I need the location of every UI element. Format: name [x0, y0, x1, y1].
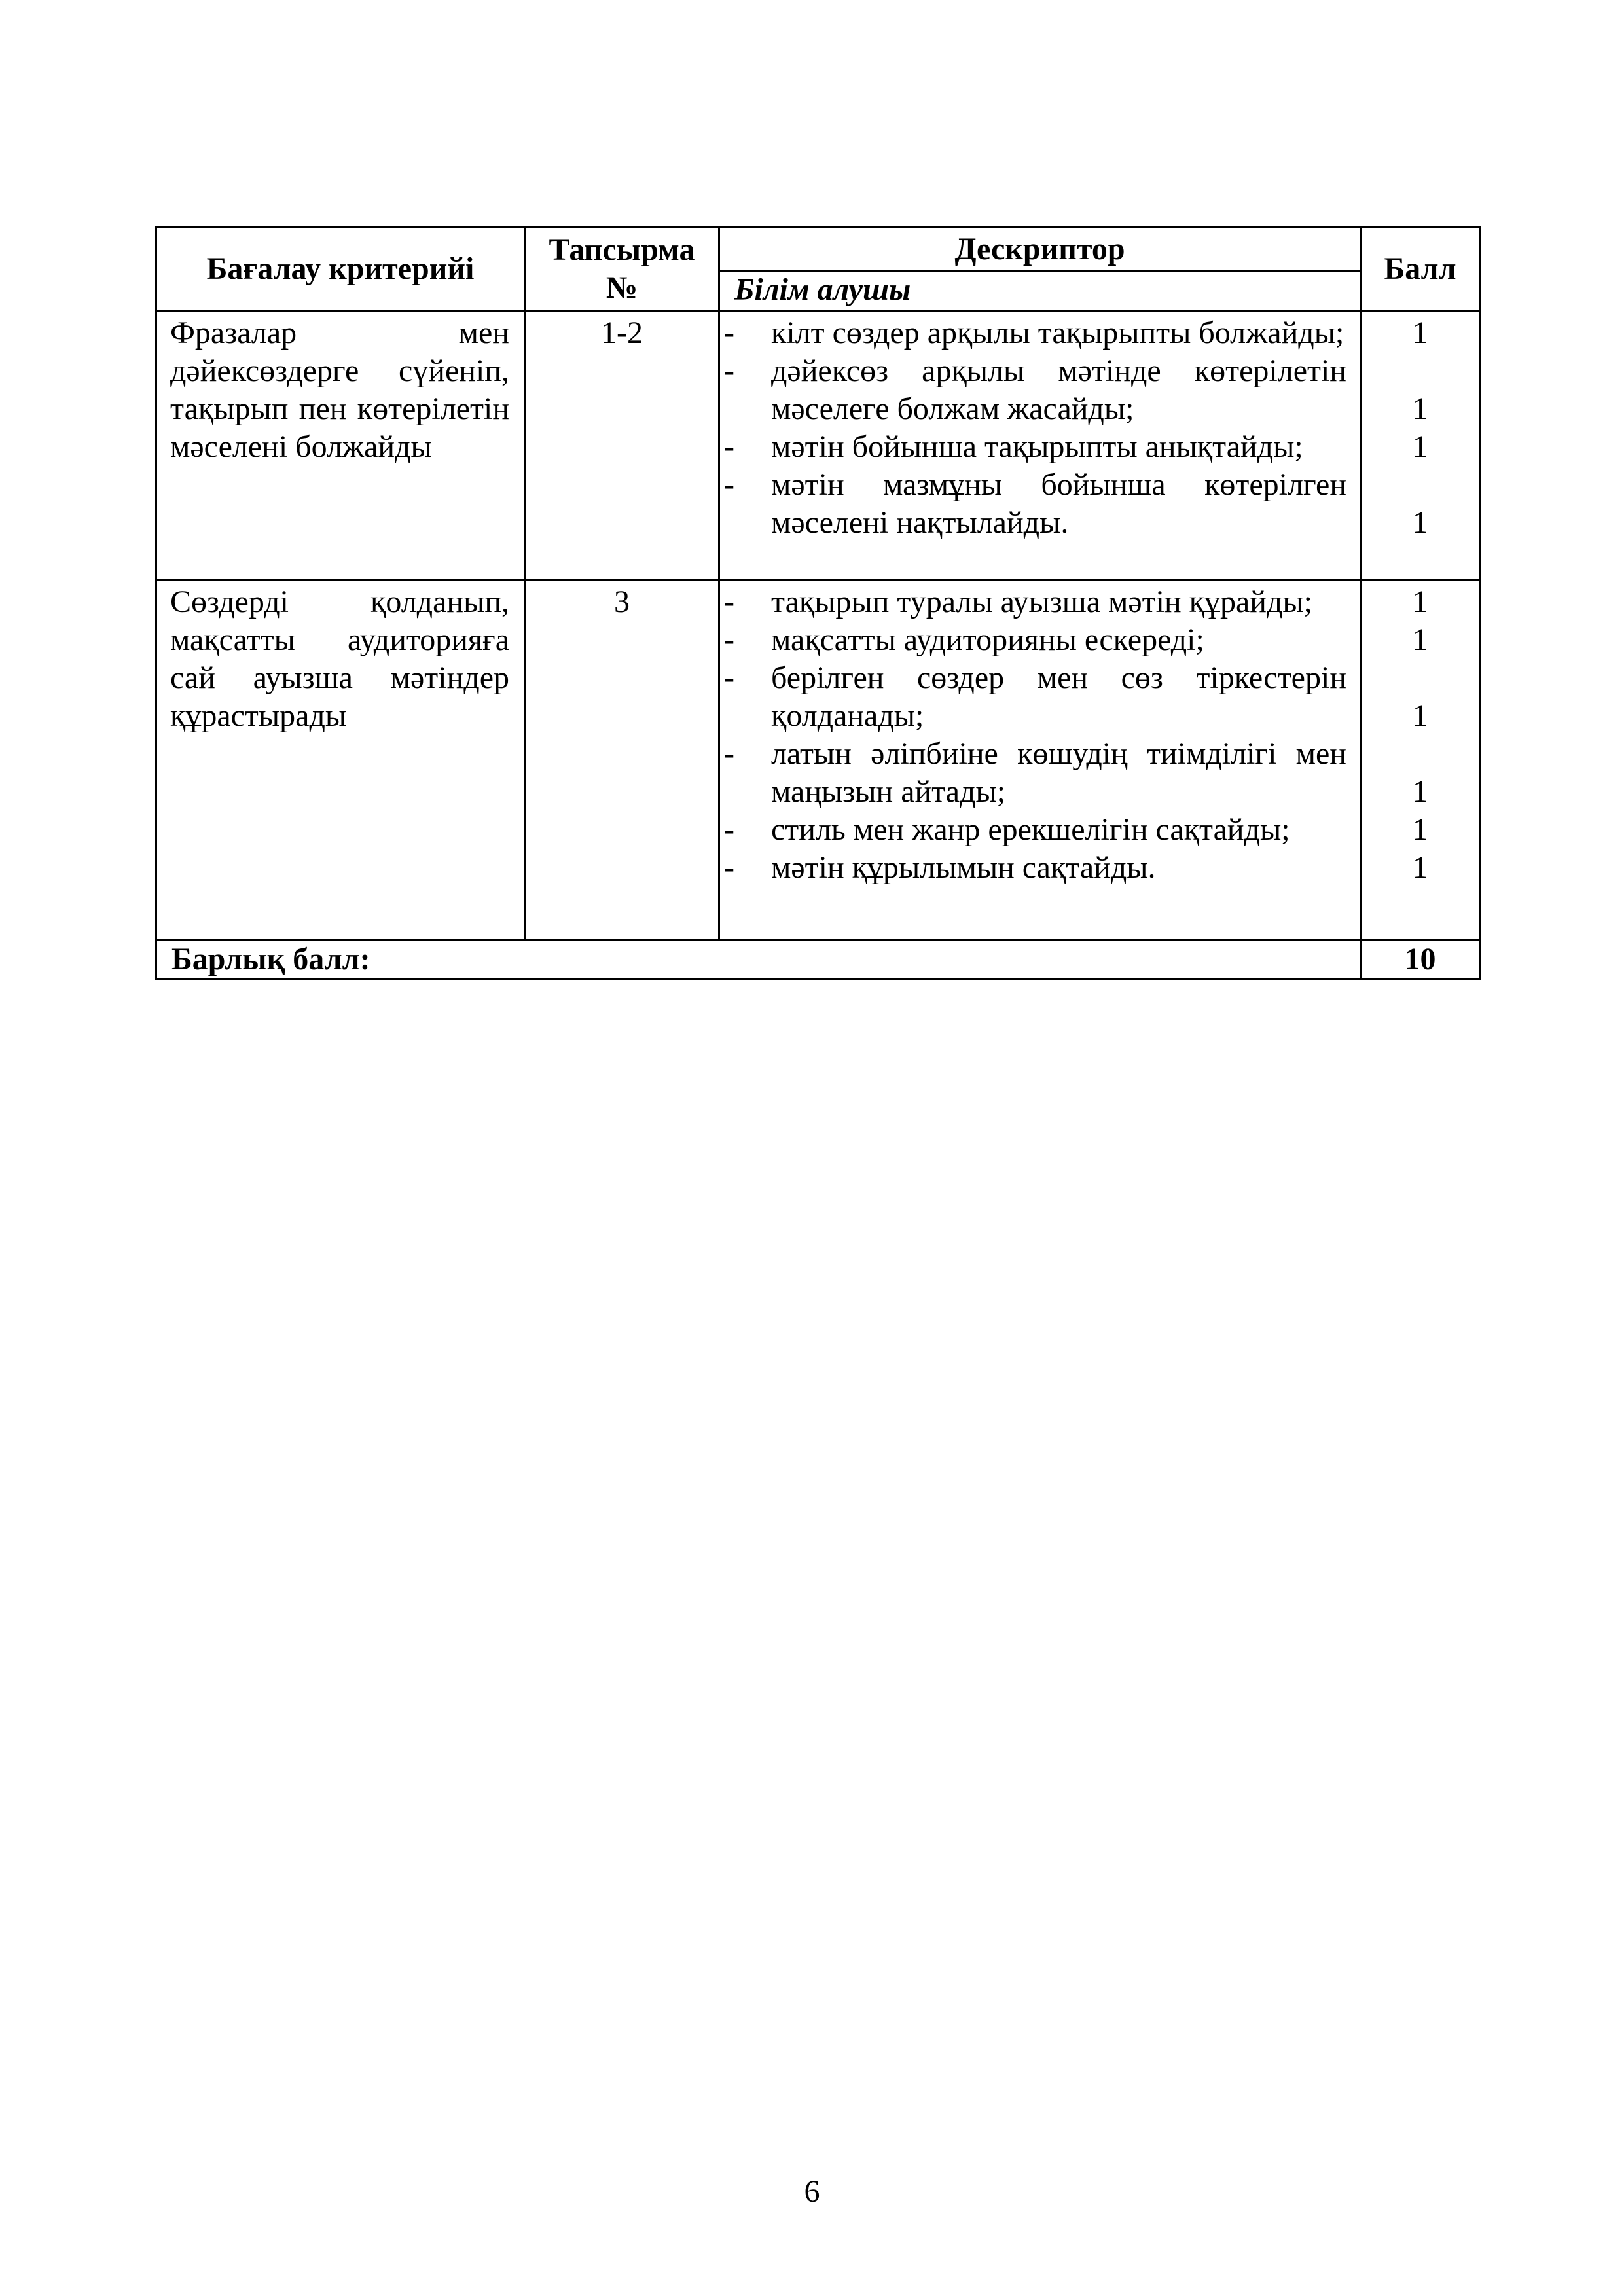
descriptor-item — [724, 352, 1346, 428]
total-label: Барлық балл: — [156, 941, 1361, 979]
header-descriptor-sub: Білім алушы — [719, 271, 1361, 310]
descriptor-item — [724, 659, 1346, 735]
descriptor-text: стиль мен жанр ерекшелігін сақтайды; — [771, 812, 1290, 847]
descriptor-dash: - — [724, 622, 734, 657]
descriptor-item — [724, 428, 1346, 466]
criteria-cell: Сөздерді қолданып, мақсатты аудиторияға сай ауызша мәтіндер құрастырады — [156, 580, 525, 941]
score-value: 1 — [1412, 584, 1428, 619]
score-spacer — [1362, 352, 1479, 390]
descriptor-item — [724, 811, 1346, 849]
descriptor-item — [724, 583, 1346, 621]
total-value: 10 — [1361, 941, 1480, 979]
task-cell: 1-2 — [525, 311, 719, 580]
descriptor-text: мәтін бойынша тақырыпты анықтайды; — [771, 429, 1303, 464]
descriptor-dash: - — [724, 584, 734, 619]
score-spacer — [1362, 659, 1479, 697]
descriptor-dash: - — [724, 315, 734, 350]
score-value: 1 — [1412, 622, 1428, 657]
descriptor-dash: - — [724, 429, 734, 464]
criteria-cell: Фразалар мен дәйексөздерге сүйеніп, тақырып пен көтерілетін мәселені болжайды — [156, 311, 525, 580]
total-row — [156, 941, 1480, 979]
header-criteria: Бағалау критерийі — [156, 228, 525, 311]
descriptor-text: мақсатты аудиторияны ескереді; — [771, 622, 1204, 657]
descriptor-item — [724, 621, 1346, 659]
descriptor-item — [724, 466, 1346, 542]
header-task — [525, 228, 719, 311]
descriptor-text: дәйексөз арқылы мәтінде көтерілетін мәселеге болжам жасайды; — [771, 353, 1346, 426]
descriptor-cell — [719, 311, 1361, 580]
score-value: 1 — [1412, 505, 1428, 540]
score-value: 1 — [1412, 429, 1428, 464]
score-value: 1 — [1412, 850, 1428, 885]
descriptor-text: мәтін құрылымын сақтайды. — [771, 850, 1156, 885]
descriptor-cell — [719, 580, 1361, 941]
score-spacer — [1362, 466, 1479, 504]
descriptor-dash: - — [724, 736, 734, 771]
header-task-line1: Тапсырма — [549, 232, 695, 267]
header-score: Балл — [1361, 228, 1480, 311]
descriptor-dash: - — [724, 850, 734, 885]
header-descriptor: Дескриптор — [719, 228, 1361, 272]
descriptor-dash: - — [724, 353, 734, 388]
score-value: 1 — [1412, 774, 1428, 809]
descriptor-text: кілт сөздер арқылы тақырыпты болжайды; — [771, 315, 1344, 350]
descriptor-item — [724, 849, 1346, 887]
descriptor-dash: - — [724, 812, 734, 847]
descriptor-text: латын әліпбиіне көшудің тиімділігі мен маңызын айтады; — [771, 736, 1346, 809]
score-cell — [1361, 311, 1480, 580]
header-task-line2: № — [605, 270, 638, 305]
table-row — [156, 311, 1480, 580]
task-cell: 3 — [525, 580, 719, 941]
descriptor-item — [724, 314, 1346, 352]
descriptor-text: берілген сөздер мен сөз тіркестерін қолданады; — [771, 660, 1346, 733]
descriptor-text: тақырып туралы ауызша мәтін құрайды; — [771, 584, 1312, 619]
descriptor-dash: - — [724, 467, 734, 502]
score-value: 1 — [1412, 391, 1428, 426]
page-number: 6 — [804, 2174, 820, 2209]
table-row — [156, 580, 1480, 941]
score-value: 1 — [1412, 812, 1428, 847]
descriptor-dash: - — [724, 660, 734, 695]
score-value: 1 — [1412, 315, 1428, 350]
descriptor-item — [724, 735, 1346, 811]
score-value: 1 — [1412, 698, 1428, 733]
assessment-table — [155, 226, 1481, 980]
descriptor-text: мәтін мазмұны бойынша көтерілген мәселені нақтылайды. — [771, 467, 1346, 540]
score-spacer — [1362, 735, 1479, 773]
score-cell — [1361, 580, 1480, 941]
